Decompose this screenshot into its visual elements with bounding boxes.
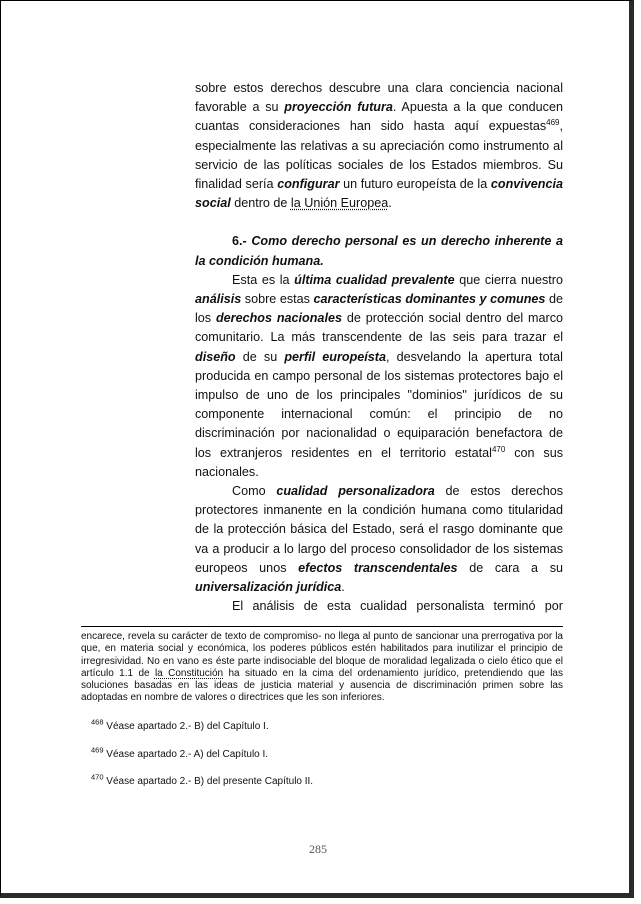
page-number: 285 — [309, 842, 327, 856]
text-run: de estos derechos protectores inmanente en la condición humana como titularidad de la protección básica del Estado, será el rasgo dominante que va a producir a lo largo del proceso consolidador de los sistemas europeos unos — [195, 484, 563, 575]
text-run: que cierra nuestro — [454, 272, 563, 287]
main-text — [195, 79, 563, 616]
footnote-text: Véase apartado 2.- B) del presente Capítulo II. — [103, 776, 314, 787]
footnote — [91, 745, 561, 761]
underlined-term: la Constitución — [154, 667, 224, 679]
text-run: , especialmente las relativas a su apreciación como instrumento al servicio de las políticas sociales de los Estados miembros. Su finalidad sería — [195, 119, 563, 192]
heading-number: 6.- — [232, 234, 247, 249]
footnote-number: 468 — [91, 717, 104, 727]
footnote — [91, 772, 561, 788]
paragraph-gap — [195, 213, 563, 232]
emphasis: derechos nacionales — [215, 311, 342, 326]
footnote-continuation — [81, 631, 563, 705]
text-run: de su — [235, 349, 285, 364]
emphasis: configurar — [277, 177, 340, 192]
emphasis: universalización jurídica — [195, 580, 342, 595]
text-run: sobre estos derechos descubre una clara conciencia nacional favorable a su — [195, 81, 563, 115]
footnote-text: Véase apartado 2.- A) del Capítulo I. — [103, 749, 269, 760]
footnote-ref[interactable]: 469 — [546, 118, 560, 128]
text-run: de los — [195, 292, 563, 326]
footnote-separator — [81, 626, 563, 627]
emphasis: última cualidad prevalente — [294, 272, 455, 287]
text-run: encarece, revela su carácter de texto de compromiso- no llega al punto de sancionar una prerrogativa por la que, en materia social y económica, los poderes públicos estén habilitados para inutilizar el principio de irregresividad. No en vano es éste parte indisociable del bloque de moralidad legalizada o cielo ético que el artículo 1.1 de — [81, 631, 563, 679]
footnote-ref[interactable]: 470 — [491, 444, 506, 454]
footnote — [91, 717, 561, 733]
text-run: de protección social dentro del marco comunitario. La más transcendente de las seis para trazar el — [195, 311, 563, 345]
emphasis: diseño — [195, 349, 236, 364]
text-run: . Apuesta a la que conducen cuantas consideraciones han sido hasta aquí expuestas — [195, 100, 563, 134]
paragraph — [195, 79, 563, 213]
emphasis: convivencia social — [195, 177, 563, 211]
paragraph — [195, 597, 563, 616]
text-run: dentro de — [230, 196, 291, 211]
text-run: El análisis de esta cualidad personalista terminó por — [232, 599, 563, 614]
text-run: Como — [232, 484, 277, 499]
footnote-number: 469 — [91, 745, 104, 755]
emphasis: análisis — [195, 292, 242, 307]
text-run: . — [341, 580, 345, 595]
footnote-text: Véase apartado 2.- B) del Capítulo I. — [103, 721, 269, 732]
footnote-number: 470 — [91, 772, 104, 782]
text-run: de cara a su — [457, 560, 564, 575]
text-run: . — [388, 196, 392, 211]
text-run: sobre estas — [241, 292, 314, 307]
emphasis: proyección futura — [284, 100, 393, 115]
emphasis: efectos transcendentales — [298, 560, 458, 575]
text-run: un futuro europeísta de la — [339, 177, 491, 192]
text-run: con sus nacionales. — [195, 445, 563, 479]
text-run: ha situado en la cima del ordenamiento jurídico, pretendiendo que las soluciones basadas en las ideas de justicia material y ausencia de discriminación primen sobre las adoptadas en nombre de valores o directrices que les son inferiores. — [81, 667, 563, 704]
paragraph — [195, 482, 563, 597]
emphasis: cualidad personalizadora — [276, 484, 435, 499]
underlined-term: la Unión Europea — [290, 196, 389, 211]
section-heading — [195, 232, 563, 270]
text-run: Esta es la — [232, 272, 295, 287]
paragraph — [195, 271, 563, 482]
text-run: , desvelando la apertura total producida en campo personal de los sistemas protectores bajo el impulso de uno de los principales "dominios" jurídicos de su componente internacional común: el principio de no discriminación por nacionalidad o equiparación benefactora de los extranjeros residentes en el territorio estatal — [195, 349, 563, 460]
emphasis: características dominantes y comunes — [313, 292, 546, 307]
heading-text: Como derecho personal es un derecho inherente a la condición humana. — [195, 234, 563, 268]
emphasis: perfil europeísta — [284, 349, 386, 364]
